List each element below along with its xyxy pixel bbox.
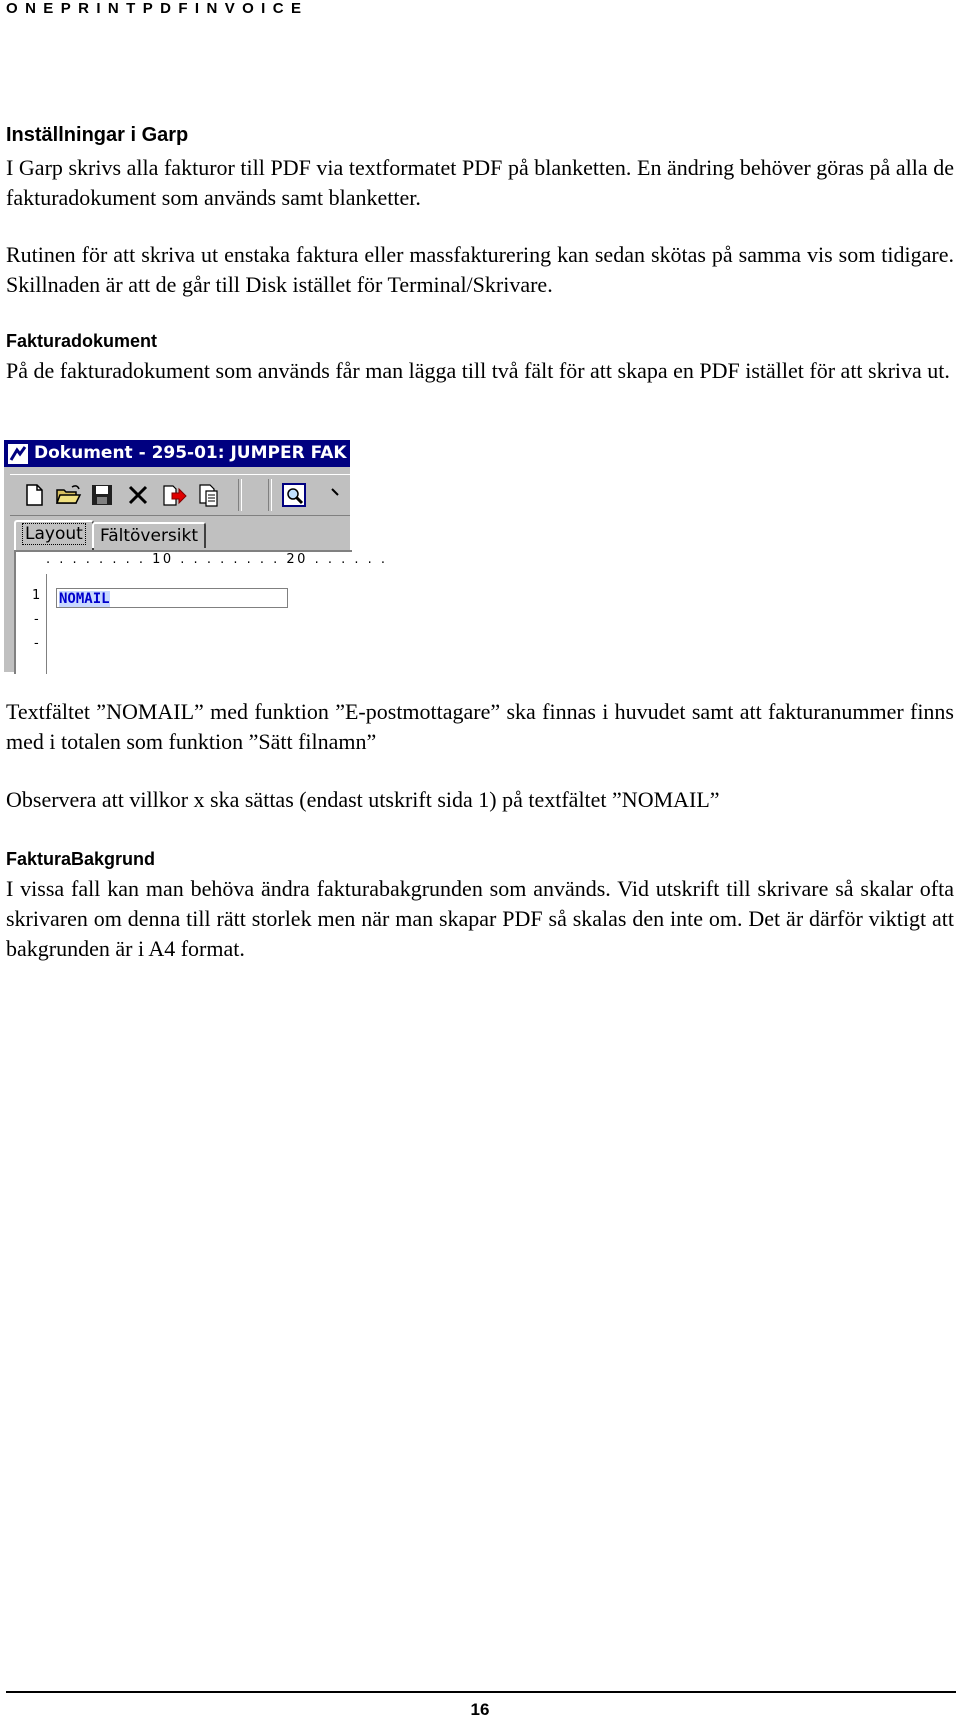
routine-paragraph: Rutinen för att skriva ut enstaka faktura eller massfakturering kan sedan skötas på samma vis som tidigare. Skillnaden är att de går till Disk istället för Terminal/Skrivare.	[6, 242, 954, 297]
running-head: ONEPRINTPDFINVOICE	[6, 0, 309, 17]
textfalt-paragraph: Textfältet ”NOMAIL” med funktion ”E-postmottagare” ska finnas i huvudet samt att fakturanummer finns med i totalen som funktion ”Sätt filnamn”	[6, 699, 954, 754]
fakturabakgrund-heading: FakturaBakgrund	[6, 849, 156, 869]
properties-icon[interactable]	[194, 481, 222, 509]
toolbar-separator	[238, 479, 242, 511]
new-document-icon[interactable]	[20, 481, 48, 509]
document-editor-screenshot	[4, 440, 388, 672]
tab-faltoversikt[interactable]: Fältöversikt	[92, 522, 206, 548]
preview-zoom-icon[interactable]	[280, 481, 308, 509]
fakturabakgrund-paragraph: I vissa fall kan man behöva ändra fakturabakgrunden som används. Vid utskrift till skrivare så skalar ofta skrivaren om denna till rätt storlek men när man skapar PDF så skalas den inte om. Det är därför viktigt att bakgrunden är i A4 format.	[6, 876, 954, 961]
export-arrow-icon[interactable]	[160, 481, 188, 509]
toolbar	[10, 474, 350, 516]
open-folder-icon[interactable]	[54, 481, 82, 509]
line-number: 1	[32, 588, 41, 603]
ruler: . . . . . . . . 10 . . . . . . . . 20 . . . . . .	[46, 552, 388, 567]
nomail-text-field[interactable]: NOMAIL	[56, 588, 288, 608]
intro-paragraph: I Garp skrivs alla fakturor till PDF via textformatet PDF på blanketten. En ändring behöver göras på alla de fakturadokument som används samt blanketter.	[6, 155, 954, 210]
delete-x-icon[interactable]	[124, 481, 152, 509]
gutter-tick: -	[34, 636, 39, 651]
gutter-tick: -	[34, 612, 39, 627]
save-disk-icon[interactable]	[88, 481, 116, 509]
app-icon	[8, 444, 28, 464]
fakturadokument-paragraph: På de fakturadokument som används får man lägga till två fält för att skapa en PDF istället för att skriva ut.	[6, 358, 950, 383]
toolbar-separator	[268, 479, 272, 511]
tab-layout[interactable]: Layout	[14, 520, 94, 550]
window-titlebar	[4, 440, 350, 467]
page-number: 16	[470, 1700, 490, 1719]
line-gutter	[16, 574, 47, 674]
observera-paragraph: Observera att villkor x ska sättas (endast utskrift sida 1) på textfältet ”NOMAIL”	[6, 787, 720, 812]
layout-canvas[interactable]	[14, 550, 388, 674]
section-title: Inställningar i Garp	[6, 124, 189, 146]
overflow-icon[interactable]	[322, 481, 350, 509]
fakturadokument-heading: Fakturadokument	[6, 331, 158, 351]
footer-divider	[6, 1691, 956, 1693]
window-title: Dokument - 295-01: JUMPER FAK	[34, 443, 347, 463]
